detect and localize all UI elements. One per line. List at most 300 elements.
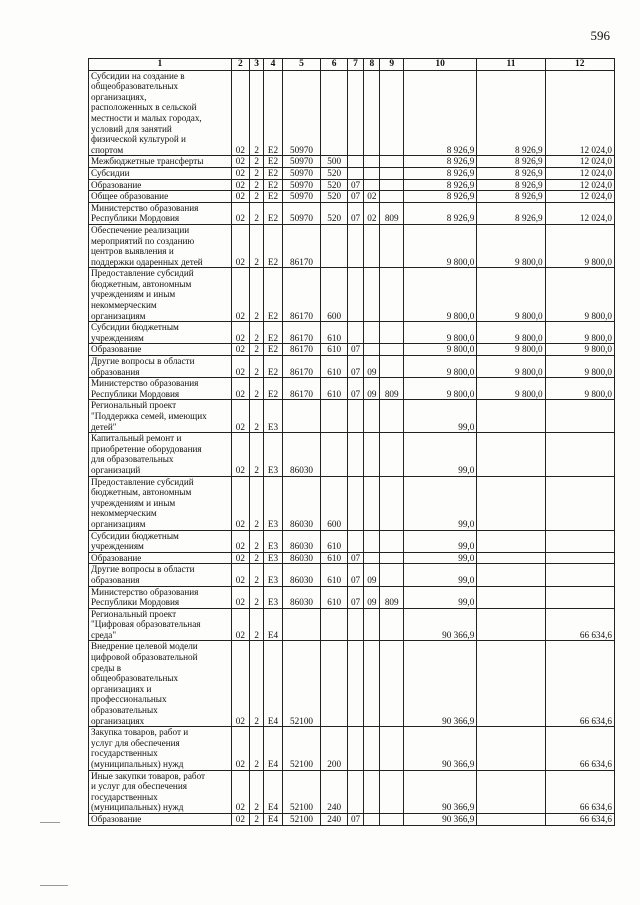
cell-code: [364, 167, 380, 179]
cell-code: 2: [250, 813, 264, 825]
cell-amount: 9 800,0: [403, 322, 476, 344]
row-label: Предоставление субсидий бюджетным, автономным учреждениям и иным некоммерческим организациям: [89, 476, 232, 530]
cell-code: E3: [264, 552, 282, 564]
cell-code: 2: [250, 191, 264, 203]
cell-code: [364, 322, 380, 344]
cell-code: 500: [321, 156, 348, 168]
cell-code: 07: [347, 179, 363, 191]
cell-code: 2: [250, 433, 264, 476]
cell-code: E2: [264, 344, 282, 356]
cell-amount: [477, 530, 545, 552]
cell-code: 02: [364, 202, 380, 224]
cell-code: 2: [250, 202, 264, 224]
cell-code: 86030: [282, 564, 321, 586]
cell-amount: [545, 433, 614, 476]
table-row: [89, 608, 615, 641]
cell-amount: [477, 400, 545, 433]
cell-amount: 9 800,0: [403, 268, 476, 322]
row-label: Субсидии бюджетным учреждениям: [89, 530, 232, 552]
cell-code: 86170: [282, 356, 321, 378]
column-header: 10: [403, 59, 476, 71]
cell-amount: 66 634,6: [545, 727, 614, 770]
row-label: Предоставление субсидий бюджетным, автономным учреждениям и иным некоммерческим организациям: [89, 268, 232, 322]
column-number-row: [89, 59, 615, 71]
cell-code: E4: [264, 641, 282, 727]
table-row: [89, 586, 615, 608]
cell-code: 2: [250, 608, 264, 641]
cell-code: 52100: [282, 641, 321, 727]
cell-amount: 8 926,9: [477, 167, 545, 179]
cell-code: 86030: [282, 552, 321, 564]
cell-code: 2: [250, 727, 264, 770]
row-label: Образование: [89, 344, 232, 356]
cell-code: [321, 70, 348, 156]
cell-amount: 66 634,6: [545, 641, 614, 727]
cell-code: E2: [264, 179, 282, 191]
cell-code: [364, 476, 380, 530]
cell-amount: 9 800,0: [545, 268, 614, 322]
row-label: Министерство образования Республики Мордовия: [89, 202, 232, 224]
table-row: [89, 476, 615, 530]
row-label: Иные закупки товаров, работ и услуг для обеспечения государственных (муниципальных) нужд: [89, 770, 232, 813]
cell-code: 07: [347, 378, 363, 400]
cell-code: [380, 641, 403, 727]
cell-code: [380, 770, 403, 813]
cell-code: 2: [250, 378, 264, 400]
cell-code: 07: [347, 356, 363, 378]
cell-code: 02: [231, 586, 249, 608]
cell-code: 02: [231, 564, 249, 586]
cell-code: 02: [231, 356, 249, 378]
cell-amount: [545, 586, 614, 608]
cell-code: 02: [231, 268, 249, 322]
cell-code: [321, 400, 348, 433]
cell-code: 86170: [282, 224, 321, 267]
cell-code: E4: [264, 727, 282, 770]
cell-code: [380, 813, 403, 825]
cell-amount: 8 926,9: [403, 179, 476, 191]
cell-code: [347, 322, 363, 344]
column-header: 8: [364, 59, 380, 71]
cell-amount: [477, 770, 545, 813]
cell-code: 02: [231, 156, 249, 168]
cell-code: 86170: [282, 378, 321, 400]
cell-code: 07: [347, 344, 363, 356]
cell-code: 2: [250, 224, 264, 267]
cell-amount: 8 926,9: [477, 179, 545, 191]
cell-code: 2: [250, 156, 264, 168]
cell-amount: [477, 586, 545, 608]
cell-amount: 90 366,9: [403, 608, 476, 641]
cell-code: [321, 433, 348, 476]
cell-code: E2: [264, 322, 282, 344]
cell-code: [380, 344, 403, 356]
table-row: [89, 268, 615, 322]
cell-amount: [477, 476, 545, 530]
cell-code: 02: [231, 191, 249, 203]
cell-code: 02: [231, 400, 249, 433]
cell-code: 07: [347, 202, 363, 224]
cell-code: 2: [250, 70, 264, 156]
cell-code: 50970: [282, 156, 321, 168]
cell-code: [380, 433, 403, 476]
cell-code: [347, 400, 363, 433]
cell-code: 2: [250, 770, 264, 813]
cell-code: [380, 322, 403, 344]
cell-amount: 8 926,9: [403, 167, 476, 179]
cell-code: [364, 608, 380, 641]
cell-code: 02: [231, 433, 249, 476]
cell-amount: 9 800,0: [403, 378, 476, 400]
cell-amount: 9 800,0: [403, 224, 476, 267]
cell-code: [347, 476, 363, 530]
cell-code: 610: [321, 356, 348, 378]
column-header: 5: [282, 59, 321, 71]
cell-code: 2: [250, 530, 264, 552]
cell-amount: 9 800,0: [477, 344, 545, 356]
table-row: [89, 727, 615, 770]
cell-amount: 66 634,6: [545, 813, 614, 825]
cell-amount: [477, 564, 545, 586]
cell-code: [347, 268, 363, 322]
cell-amount: [545, 476, 614, 530]
cell-code: 02: [231, 179, 249, 191]
cell-code: 2: [250, 552, 264, 564]
cell-amount: 99,0: [403, 552, 476, 564]
cell-code: E3: [264, 400, 282, 433]
cell-code: [380, 552, 403, 564]
cell-code: 610: [321, 322, 348, 344]
cell-code: [380, 70, 403, 156]
cell-code: 02: [231, 378, 249, 400]
cell-amount: 9 800,0: [477, 268, 545, 322]
table-row: [89, 770, 615, 813]
cell-code: 86030: [282, 433, 321, 476]
cell-code: [347, 530, 363, 552]
cell-code: 07: [347, 191, 363, 203]
table-row: [89, 378, 615, 400]
table-row: [89, 156, 615, 168]
cell-code: [347, 727, 363, 770]
row-label: Обеспечение реализации мероприятий по созданию центров выявления и поддержки одаренных детей: [89, 224, 232, 267]
cell-code: 02: [231, 344, 249, 356]
cell-code: [380, 179, 403, 191]
cell-amount: [545, 530, 614, 552]
cell-code: [364, 552, 380, 564]
cell-code: E3: [264, 586, 282, 608]
row-label: Другие вопросы в области образования: [89, 356, 232, 378]
cell-code: E2: [264, 356, 282, 378]
cell-code: E2: [264, 70, 282, 156]
cell-code: [364, 224, 380, 267]
cell-code: [380, 356, 403, 378]
cell-code: 2: [250, 641, 264, 727]
cell-amount: [477, 433, 545, 476]
row-label: Образование: [89, 552, 232, 564]
budget-table: [88, 58, 615, 826]
cell-amount: 9 800,0: [545, 322, 614, 344]
cell-code: 520: [321, 167, 348, 179]
cell-amount: 8 926,9: [403, 202, 476, 224]
cell-amount: 8 926,9: [403, 70, 476, 156]
cell-amount: 8 926,9: [403, 191, 476, 203]
cell-code: [364, 727, 380, 770]
row-label: Образование: [89, 813, 232, 825]
cell-code: 02: [231, 167, 249, 179]
cell-code: [364, 433, 380, 476]
row-label: Субсидии бюджетным учреждениям: [89, 322, 232, 344]
cell-code: [380, 608, 403, 641]
column-header: 4: [264, 59, 282, 71]
cell-code: 200: [321, 727, 348, 770]
cell-code: [347, 167, 363, 179]
cell-code: [380, 400, 403, 433]
margin-mark: [40, 885, 68, 886]
cell-code: 2: [250, 400, 264, 433]
row-label: Региональный проект "Поддержка семей, имеющих детей": [89, 400, 232, 433]
margin-mark: [40, 822, 60, 823]
cell-amount: 12 024,0: [545, 70, 614, 156]
table-row: [89, 322, 615, 344]
cell-code: 2: [250, 179, 264, 191]
cell-code: 520: [321, 191, 348, 203]
cell-amount: [477, 608, 545, 641]
cell-code: 02: [231, 552, 249, 564]
table-row: [89, 70, 615, 156]
cell-code: [364, 530, 380, 552]
cell-code: 809: [380, 586, 403, 608]
cell-code: [282, 608, 321, 641]
cell-code: 02: [231, 322, 249, 344]
cell-code: [347, 70, 363, 156]
cell-code: E2: [264, 156, 282, 168]
cell-code: 610: [321, 530, 348, 552]
row-label: Субсидии: [89, 167, 232, 179]
cell-code: 86030: [282, 586, 321, 608]
cell-amount: 9 800,0: [545, 344, 614, 356]
cell-code: 02: [231, 727, 249, 770]
cell-code: 02: [231, 476, 249, 530]
cell-code: [347, 433, 363, 476]
cell-amount: 9 800,0: [403, 344, 476, 356]
cell-code: [321, 224, 348, 267]
table-row: [89, 552, 615, 564]
cell-code: 86170: [282, 322, 321, 344]
cell-amount: 12 024,0: [545, 167, 614, 179]
table-row: [89, 191, 615, 203]
cell-code: 02: [231, 608, 249, 641]
column-header: 9: [380, 59, 403, 71]
column-header: 6: [321, 59, 348, 71]
cell-amount: 8 926,9: [477, 191, 545, 203]
cell-amount: 9 800,0: [477, 322, 545, 344]
table-body: [89, 70, 615, 825]
cell-code: 240: [321, 813, 348, 825]
cell-code: [347, 224, 363, 267]
cell-code: 50970: [282, 191, 321, 203]
cell-amount: 8 926,9: [403, 156, 476, 168]
page-number: 596: [590, 28, 610, 43]
cell-code: 02: [231, 530, 249, 552]
cell-code: E4: [264, 770, 282, 813]
cell-amount: 9 800,0: [545, 224, 614, 267]
cell-amount: 99,0: [403, 564, 476, 586]
cell-code: 50970: [282, 167, 321, 179]
cell-code: E2: [264, 378, 282, 400]
cell-amount: 66 634,6: [545, 770, 614, 813]
cell-code: 600: [321, 476, 348, 530]
cell-amount: 90 366,9: [403, 727, 476, 770]
cell-code: 09: [364, 356, 380, 378]
cell-amount: [477, 641, 545, 727]
cell-code: E3: [264, 564, 282, 586]
cell-code: [380, 167, 403, 179]
cell-code: [380, 191, 403, 203]
table-row: [89, 641, 615, 727]
cell-amount: 99,0: [403, 586, 476, 608]
cell-code: 520: [321, 179, 348, 191]
row-label: Закупка товаров, работ и услуг для обеспечения государственных (муниципальных) нужд: [89, 727, 232, 770]
table-row: [89, 167, 615, 179]
cell-code: [347, 156, 363, 168]
cell-code: 809: [380, 378, 403, 400]
table-header: [89, 59, 615, 71]
cell-code: E2: [264, 224, 282, 267]
cell-code: 02: [231, 813, 249, 825]
cell-code: [364, 268, 380, 322]
cell-code: 610: [321, 344, 348, 356]
cell-code: 09: [364, 378, 380, 400]
column-header: 2: [231, 59, 249, 71]
cell-code: 2: [250, 356, 264, 378]
cell-amount: [477, 552, 545, 564]
cell-code: [321, 608, 348, 641]
cell-amount: 90 366,9: [403, 641, 476, 727]
cell-code: 02: [231, 224, 249, 267]
cell-code: [364, 70, 380, 156]
cell-code: 86030: [282, 530, 321, 552]
cell-code: 02: [231, 770, 249, 813]
table-row: [89, 433, 615, 476]
cell-code: 07: [347, 586, 363, 608]
column-header: 7: [347, 59, 363, 71]
cell-code: 50970: [282, 179, 321, 191]
cell-code: [347, 608, 363, 641]
cell-code: [364, 344, 380, 356]
table-row: [89, 179, 615, 191]
cell-code: [364, 770, 380, 813]
row-label: Министерство образования Республики Мордовия: [89, 378, 232, 400]
cell-amount: 8 926,9: [477, 202, 545, 224]
column-header: 11: [477, 59, 545, 71]
table-row: [89, 202, 615, 224]
row-label: Капитальный ремонт и приобретение оборудования для образовательных организаций: [89, 433, 232, 476]
cell-amount: 66 634,6: [545, 608, 614, 641]
row-label: Другие вопросы в области образования: [89, 564, 232, 586]
cell-code: [380, 727, 403, 770]
cell-code: 02: [231, 641, 249, 727]
cell-code: 86170: [282, 344, 321, 356]
cell-amount: 9 800,0: [477, 378, 545, 400]
table-row: [89, 356, 615, 378]
cell-code: 07: [347, 564, 363, 586]
cell-amount: 99,0: [403, 530, 476, 552]
cell-code: [380, 268, 403, 322]
cell-code: [380, 564, 403, 586]
cell-code: [380, 476, 403, 530]
table-row: [89, 400, 615, 433]
cell-amount: 9 800,0: [477, 356, 545, 378]
cell-code: 2: [250, 586, 264, 608]
cell-amount: 99,0: [403, 476, 476, 530]
cell-code: E4: [264, 608, 282, 641]
cell-amount: 90 366,9: [403, 813, 476, 825]
cell-code: E3: [264, 476, 282, 530]
cell-code: [282, 400, 321, 433]
cell-amount: 9 800,0: [545, 356, 614, 378]
cell-code: E2: [264, 167, 282, 179]
cell-code: [364, 179, 380, 191]
cell-code: 600: [321, 268, 348, 322]
cell-amount: 12 024,0: [545, 202, 614, 224]
cell-code: 2: [250, 322, 264, 344]
cell-code: 50970: [282, 202, 321, 224]
cell-code: 52100: [282, 727, 321, 770]
cell-code: [364, 156, 380, 168]
cell-code: 52100: [282, 770, 321, 813]
cell-code: E3: [264, 530, 282, 552]
cell-amount: [477, 813, 545, 825]
cell-code: E4: [264, 813, 282, 825]
cell-code: 610: [321, 586, 348, 608]
table-row: [89, 564, 615, 586]
cell-amount: 12 024,0: [545, 191, 614, 203]
row-label: Субсидии на создание в общеобразовательных организациях, расположенных в сельской местности и малых городах, условий для занятий физической культурой и спортом: [89, 70, 232, 156]
cell-code: 2: [250, 344, 264, 356]
cell-code: 09: [364, 586, 380, 608]
cell-code: 2: [250, 167, 264, 179]
cell-code: 2: [250, 564, 264, 586]
cell-code: E3: [264, 433, 282, 476]
cell-amount: [545, 564, 614, 586]
cell-code: [380, 530, 403, 552]
cell-amount: 12 024,0: [545, 179, 614, 191]
cell-amount: 9 800,0: [403, 356, 476, 378]
row-label: Общее образование: [89, 191, 232, 203]
table-row: [89, 224, 615, 267]
cell-code: E2: [264, 191, 282, 203]
cell-code: [321, 641, 348, 727]
cell-code: 07: [347, 552, 363, 564]
cell-code: [364, 400, 380, 433]
cell-amount: 9 800,0: [477, 224, 545, 267]
cell-code: E2: [264, 202, 282, 224]
column-header: 12: [545, 59, 614, 71]
cell-code: 09: [364, 564, 380, 586]
row-label: Региональный проект "Цифровая образовательная среда": [89, 608, 232, 641]
cell-code: 520: [321, 202, 348, 224]
cell-amount: [545, 552, 614, 564]
cell-code: 2: [250, 268, 264, 322]
row-label: Образование: [89, 179, 232, 191]
column-header: 1: [89, 59, 232, 71]
cell-code: [364, 641, 380, 727]
cell-code: 02: [231, 202, 249, 224]
cell-code: 610: [321, 552, 348, 564]
cell-amount: 12 024,0: [545, 156, 614, 168]
cell-code: [347, 641, 363, 727]
cell-code: 610: [321, 564, 348, 586]
